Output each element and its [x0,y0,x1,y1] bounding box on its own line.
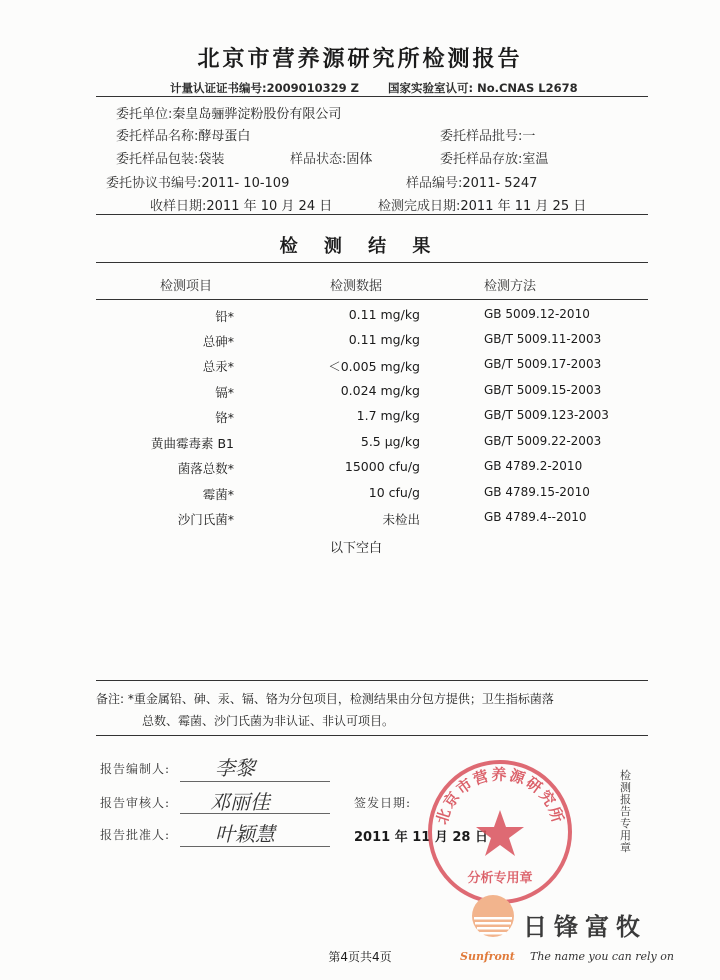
row-value: 5.5 μg/kg [360,434,420,449]
sample-package [116,148,224,167]
row-value: ＜0.005 mg/kg [328,359,420,374]
row-value: 0.11 mg/kg [348,332,420,347]
compiler-label: 报告编制人: [100,762,171,776]
row-item: 镉* [215,385,234,400]
col-header-item: 检测项目 [160,279,213,294]
side-stamp-note: 检测报告专用章 [620,769,631,854]
table-row [0,307,720,329]
compiler-sign-line [180,781,330,782]
reviewer-signature: 邓丽佳 [210,790,270,814]
row-value: 1.7 mg/kg [356,408,420,423]
notes-top-rule [96,680,648,681]
table-row [0,332,720,354]
issue-date: 2011 年 11 月 28 日 [354,830,488,845]
col-header-method: 检测方法 [484,279,537,294]
row-item: 铬* [215,410,234,425]
client-unit [116,103,341,122]
row-method: GB 5009.12-2010 [484,307,590,321]
row-value: 0.11 mg/kg [348,307,420,322]
completed-date [378,195,586,214]
sample-batch-value: 一 [522,129,536,144]
remarks [96,688,656,732]
page-number: 第4页共4页 [328,950,392,964]
cert-number: 计量认证证书编号:2009010329 Z [170,81,359,95]
compiler-signature: 李黎 [215,756,255,780]
sample-name-value: 酵母蛋白 [198,129,251,144]
received-date-value: 2011 年 10 月 24 日 [206,199,333,214]
brand-name: 日锋富牧 [523,912,647,941]
sample-state-value: 固体 [346,152,373,167]
row-item: 霉菌* [202,487,234,502]
header-divider [96,96,648,97]
approver-sign-line [180,846,330,847]
table-row [0,510,720,532]
results-title: 检 测 结 果 [279,236,441,257]
results-top-rule [96,262,648,263]
sample-name-label: 委托样品名称: [116,129,199,144]
agreement-number [106,172,289,191]
reviewer-label: 报告审核人: [100,796,171,810]
row-item: 黄曲霉毒素 B1 [150,436,234,451]
sample-name [116,125,250,144]
seal-arc-text: 北京市营养源研究所 [432,765,568,827]
brand-slogan: The name you can rely on [530,950,674,963]
received-date-label: 收样日期: [150,199,207,214]
client-unit-label: 委托单位: [116,107,173,122]
col-header-value: 检测数据 [330,279,383,294]
client-unit-value: 秦皇岛骊骅淀粉股份有限公司 [172,107,342,122]
row-item: 菌落总数* [177,461,234,476]
official-seal [420,752,580,912]
agreement-label: 委托协议书编号: [106,176,202,191]
row-value: 15000 cfu/g [344,459,420,474]
sample-storage [440,148,548,167]
approver-label: 报告批准人: [100,828,171,842]
table-row [0,357,720,379]
client-info-divider [96,214,648,215]
sample-state [290,148,372,167]
seal-star-icon [476,810,524,856]
row-method: GB/T 5009.11-2003 [484,332,602,346]
results-header-rule [96,299,648,300]
row-method: GB/T 5009.22-2003 [484,434,602,448]
completed-date-label: 检测完成日期: [378,199,461,214]
agreement-value: 2011- 10-109 [201,176,290,191]
table-row [0,434,720,456]
completed-date-value: 2011 年 11 月 25 日 [460,199,587,214]
received-date [150,195,332,214]
sample-number [406,172,537,191]
blank-below-note: 以下空白 [330,541,383,556]
sample-package-value: 袋装 [198,152,225,167]
sample-batch [440,125,535,144]
row-method: GB 4789.15-2010 [484,485,590,499]
row-method: GB/T 5009.15-2003 [484,383,602,397]
sample-package-label: 委托样品包装: [116,152,199,167]
row-method: GB/T 5009.123-2003 [484,408,609,422]
sample-number-label: 样品编号: [406,176,463,191]
notes-bottom-rule [96,735,648,736]
table-row [0,408,720,430]
sample-storage-label: 委托样品存放: [440,152,523,167]
brand-english: Sunfront [460,950,515,963]
sample-batch-label: 委托样品批号: [440,129,523,144]
sample-storage-value: 室温 [522,152,549,167]
sample-state-label: 样品状态: [290,152,347,167]
seal-bottom-text: 分析专用章 [467,871,533,886]
row-value: 0.024 mg/kg [340,383,420,398]
row-method: GB/T 5009.17-2003 [484,357,602,371]
row-item: 总汞* [202,359,234,374]
table-row [0,485,720,507]
lab-accreditation: 国家实验室认可: No.CNAS L2678 [388,81,578,95]
sample-number-value: 2011- 5247 [462,176,538,191]
remarks-line-2: 总数、霉菌、沙门氏菌为非认证、非认可项目。 [142,714,395,728]
row-method: GB 4789.4--2010 [484,510,587,524]
row-item: 总砷* [202,334,234,349]
row-value: 未检出 [382,512,420,527]
table-row [0,459,720,481]
reviewer-sign-line [180,813,330,814]
issue-date-label: 签发日期: [354,796,412,810]
row-item: 沙门氏菌* [177,512,234,527]
row-value: 10 cfu/g [368,485,420,500]
sunfront-logo-icon [470,893,516,945]
report-title: 北京市营养源研究所检测报告 [197,46,523,72]
remarks-line-1: 备注: *重金属铅、砷、汞、镉、铬为分包项目，检测结果由分包方提供；卫生指标菌落 [96,692,554,706]
approver-signature: 叶颖慧 [215,822,275,846]
table-row [0,383,720,405]
row-method: GB 4789.2-2010 [484,459,583,473]
row-item: 铅* [215,309,234,324]
